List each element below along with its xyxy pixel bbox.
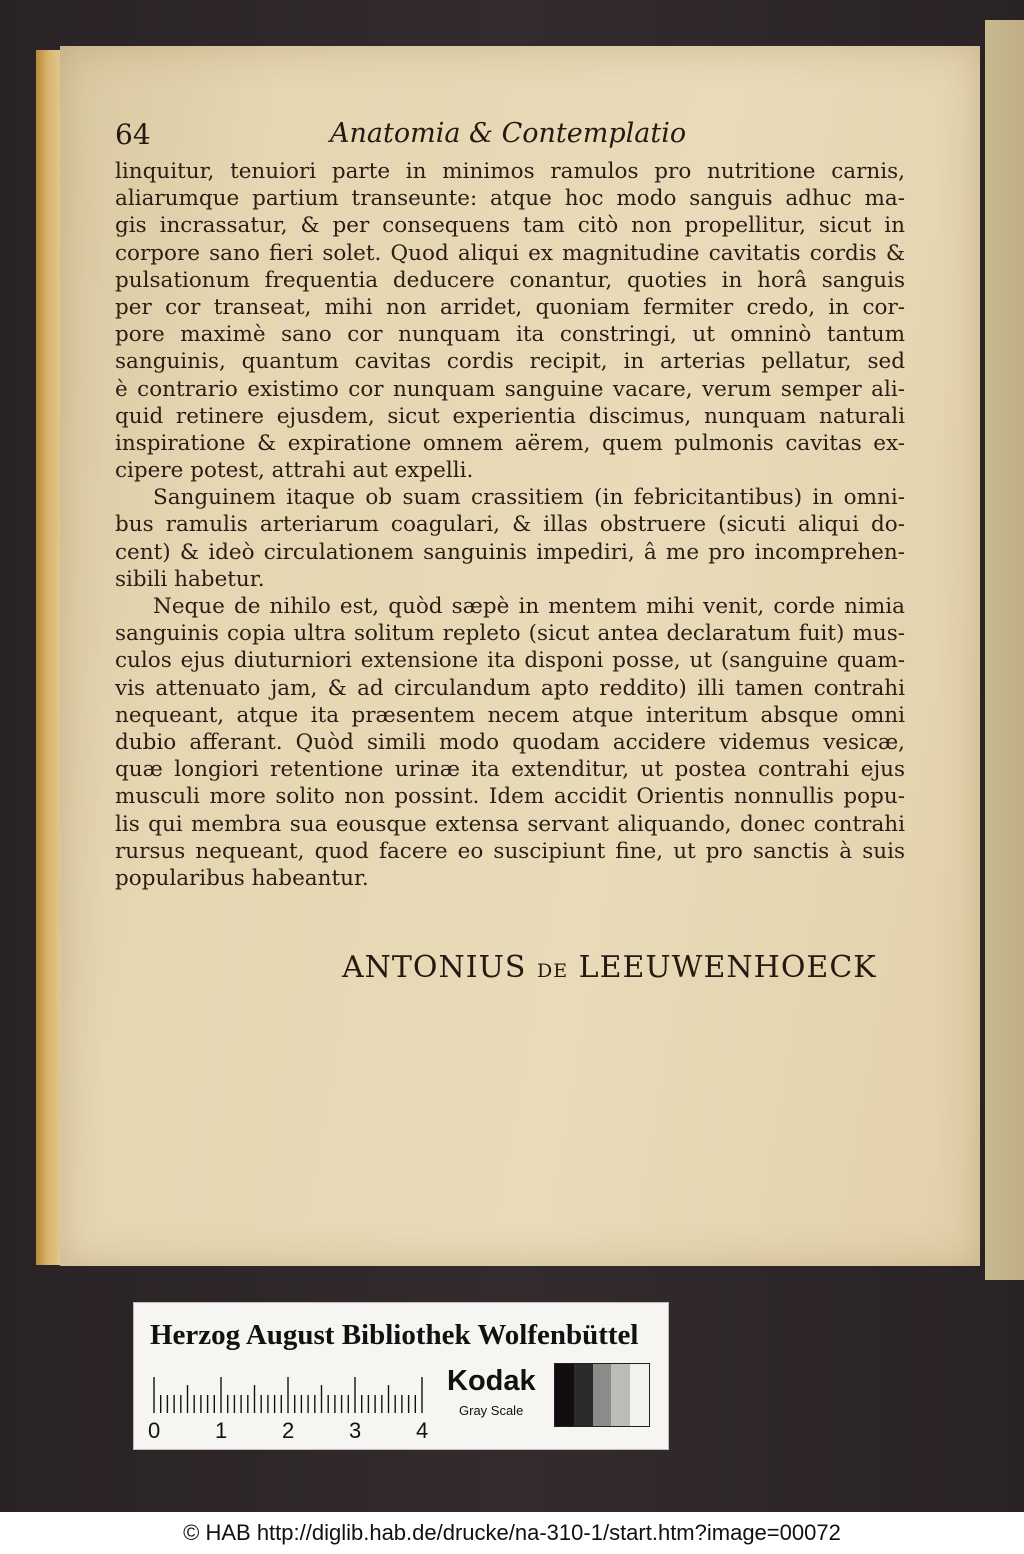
text-line: corpore sano fieri solet. Quod aliqui ex magnitudine cavitatis cordis & [115, 240, 905, 266]
library-color-card [133, 1302, 669, 1450]
kodak-label [439, 1365, 544, 1425]
text-line: bus ramulis arteriarum coagulari, & illas obstruere (sicuti aliqui do- [115, 512, 905, 538]
header-title: Anatomia & Contemplatio [330, 118, 687, 149]
text-line: quæ longiori retentione urinæ ita extenditur, ut postea contrahi ejus [115, 757, 905, 783]
ruler-number: 4 [416, 1418, 429, 1443]
gray-patch [574, 1364, 593, 1426]
text-line: gis incrassatur, & per consequens tam citò non propellitur, sicut in [115, 213, 905, 239]
gray-patch [555, 1364, 574, 1426]
gray-patch [593, 1364, 612, 1426]
text-line: lis qui membra sua eousque extensa servant aliquando, donec contrahi [115, 811, 905, 837]
text-line: cipere potest, attrahi aut expelli. [115, 458, 474, 484]
signature-particle: DE [537, 960, 569, 982]
author-signature [342, 950, 907, 985]
text-line: per cor transeat, mihi non arridet, quoniam fermiter credo, in cor- [115, 294, 905, 320]
text-line: quid retinere ejusdem, sicut experientia discimus, nunquam naturali [115, 403, 905, 429]
text-line: sanguinis copia ultra solitum repleto (sicut antea declaratum fuit) mus- [115, 621, 905, 647]
ruler-numbers [148, 1418, 438, 1444]
next-page-edge [985, 20, 1024, 1280]
footer-credit: © HAB http://diglib.hab.de/drucke/na-310-1/start.htm?image=00072 [183, 1520, 841, 1545]
text-line: Sanguinem itaque ob suam crassitiem (in febricitantibus) in omni- [153, 485, 905, 511]
ruler-number: 0 [148, 1418, 161, 1443]
text-line: dubio afferant. Quòd simili modo quodam accidere videmus vesicæ, [115, 729, 905, 755]
text-line: nequeant, atque ita præsentem necem atque interitum absque omni [115, 702, 905, 728]
gray-patch [611, 1364, 630, 1426]
text-line: pulsationum frequentia deducere conantur, quoties in horâ sanguis [115, 267, 905, 293]
text-line: vis attenuato jam, & ad circulandum apto reddito) illi tamen contrahi [115, 675, 905, 701]
ruler-number: 3 [349, 1418, 362, 1443]
text-line: sibili habetur. [115, 566, 265, 592]
kodak-logo: Kodak [447, 1365, 536, 1397]
library-name: Herzog August Bibliothek Wolfenbüttel [150, 1319, 639, 1351]
text-line: Neque de nihilo est, quòd sæpè in mentem mihi venit, corde nimia [153, 594, 905, 619]
running-head [115, 118, 905, 158]
kodak-subtitle: Gray Scale [459, 1403, 524, 1418]
text-line: inspiratione & expiratione omnem aërem, quem pulmonis cavitas ex- [115, 430, 905, 456]
text-line: aliarumque partium transeunte: atque hoc modo sanguis adhuc ma- [115, 186, 905, 212]
gray-scale-patches [554, 1363, 650, 1427]
footer-bar [0, 1512, 1024, 1554]
page-number: 64 [115, 118, 151, 151]
signature-surname: LEEUWENHOECK [578, 950, 877, 985]
text-line: rursus nequeant, quod facere eo suscipiunt fine, ut pro sanctis à suis [115, 838, 905, 864]
ruler-number: 2 [282, 1418, 295, 1443]
text-line: è contrario existimo cor nunquam sanguine vacare, verum semper ali- [115, 376, 905, 402]
ruler-number: 1 [215, 1418, 228, 1443]
text-line: culos ejus diuturniori extensione ita disponi posse, ut (sanguine quam- [115, 648, 905, 674]
text-line: sanguinis, quantum cavitas cordis recipit, in arterias pellatur, sed [115, 349, 905, 375]
body-text [115, 158, 905, 892]
gray-patch [630, 1364, 649, 1426]
text-line: musculi more solito non possint. Idem accidit Orientis nonnullis popu- [115, 784, 905, 810]
text-line: pore maximè sano cor nunquam ita constringi, ut omninò tantum [115, 322, 905, 348]
signature-first-name: ANTONIUS [342, 950, 527, 985]
text-line: popularibus habeantur. [115, 865, 369, 891]
ruler-scale [152, 1375, 427, 1413]
text-line: cent) & ideò circulationem sanguinis impediri, â me pro incomprehen- [115, 539, 905, 565]
text-line: linquitur, tenuiori parte in minimos ramulos pro nutritione carnis, [115, 159, 905, 184]
